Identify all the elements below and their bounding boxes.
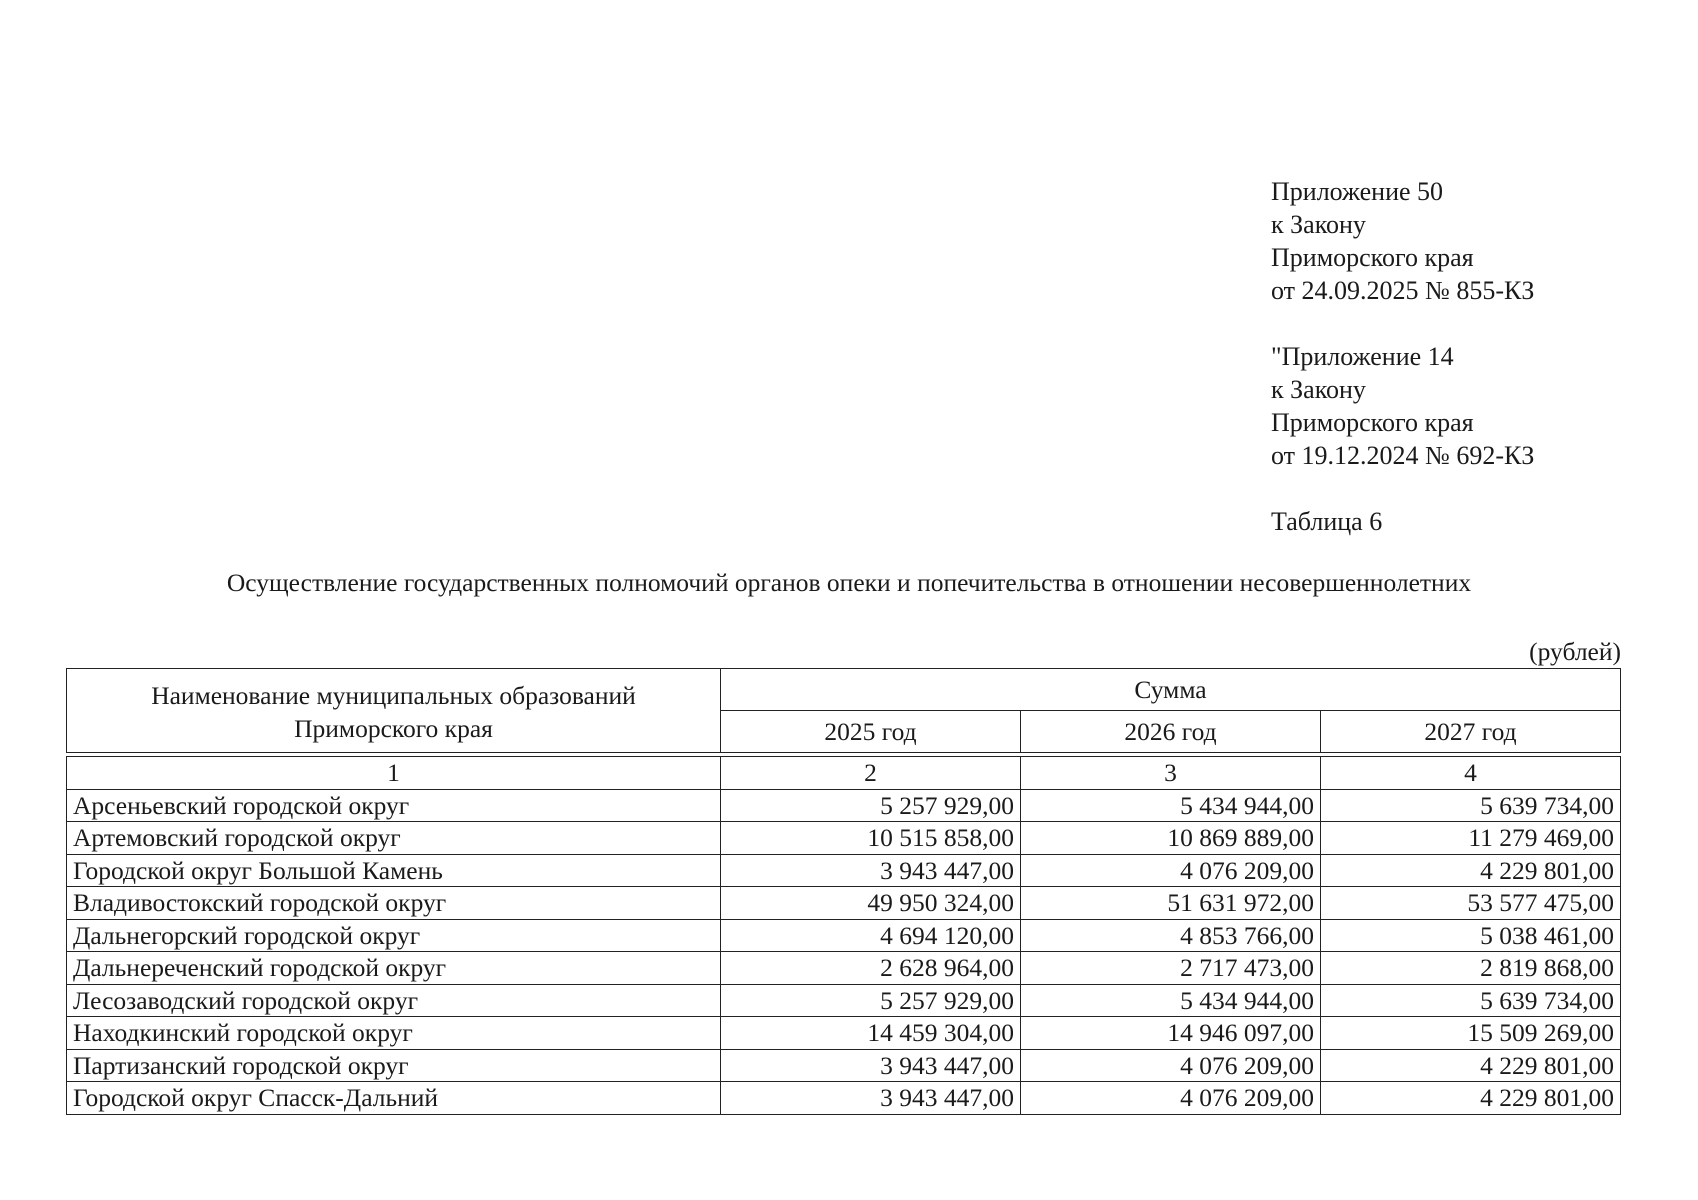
- municipality-name: Городской округ Спасск-Дальний: [67, 1082, 721, 1115]
- municipality-name: Артемовский городской округ: [67, 822, 721, 855]
- amount-2026: 2 717 473,00: [1021, 952, 1321, 985]
- annex-amended-line-1: "Приложение 14: [1271, 342, 1454, 371]
- amount-2025: 49 950 324,00: [721, 887, 1021, 920]
- table-row: [67, 789, 1621, 822]
- amount-2027: 5 639 734,00: [1321, 789, 1621, 822]
- table-row: [67, 1082, 1621, 1115]
- table-number: Таблица 6: [1271, 507, 1383, 536]
- data-table: [66, 756, 1621, 1115]
- amount-2027: 5 038 461,00: [1321, 919, 1621, 952]
- table-row: [67, 919, 1621, 952]
- amount-2025: 3 943 447,00: [721, 854, 1021, 887]
- table-header: [66, 668, 1621, 753]
- annex-amended-line-4: от 19.12.2024 № 692-КЗ: [1271, 441, 1535, 470]
- municipality-name: Дальнегорский городской округ: [67, 919, 721, 952]
- amount-2026: 4 076 209,00: [1021, 1049, 1321, 1082]
- table-row: [67, 1049, 1621, 1082]
- column-number-row: [67, 757, 1621, 790]
- header-year-2025: 2025 год: [721, 711, 1021, 753]
- amount-2026: 4 076 209,00: [1021, 854, 1321, 887]
- municipality-name: Лесозаводский городской округ: [67, 984, 721, 1017]
- table-row: [67, 1017, 1621, 1050]
- annex-amended-line-2: к Закону: [1271, 375, 1366, 404]
- amount-2027: 2 819 868,00: [1321, 952, 1621, 985]
- table-row: [67, 952, 1621, 985]
- column-number: 2: [721, 757, 1021, 790]
- table-row: [67, 822, 1621, 855]
- amount-2025: 5 257 929,00: [721, 789, 1021, 822]
- column-number: 1: [67, 757, 721, 790]
- annex-current-block: [1271, 175, 1534, 307]
- municipality-name: Владивостокский городской округ: [67, 887, 721, 920]
- annex-current-line-4: от 24.09.2025 № 855-КЗ: [1271, 276, 1535, 305]
- amount-2025: 5 257 929,00: [721, 984, 1021, 1017]
- amount-2027: 15 509 269,00: [1321, 1017, 1621, 1050]
- amount-2027: 4 229 801,00: [1321, 854, 1621, 887]
- annex-current-line-2: к Закону: [1271, 210, 1366, 239]
- annex-current-line-3: Приморского края: [1271, 243, 1474, 272]
- municipality-name: Партизанский городской округ: [67, 1049, 721, 1082]
- amount-2026: 51 631 972,00: [1021, 887, 1321, 920]
- amount-2025: 3 943 447,00: [721, 1049, 1021, 1082]
- table-row: [67, 854, 1621, 887]
- amount-2026: 10 869 889,00: [1021, 822, 1321, 855]
- amount-2026: 14 946 097,00: [1021, 1017, 1321, 1050]
- header-name-cell: [67, 669, 721, 753]
- header-name-line-1: Наименование муниципальных образований: [151, 680, 636, 710]
- amount-2027: 4 229 801,00: [1321, 1082, 1621, 1115]
- amount-2026: 5 434 944,00: [1021, 789, 1321, 822]
- municipality-name: Находкинский городской округ: [67, 1017, 721, 1050]
- amount-2027: 11 279 469,00: [1321, 822, 1621, 855]
- header-name-line-2: Приморского края: [294, 713, 493, 743]
- table-row: [67, 887, 1621, 920]
- column-number: 3: [1021, 757, 1321, 790]
- amount-2027: 5 639 734,00: [1321, 984, 1621, 1017]
- column-number: 4: [1321, 757, 1621, 790]
- annex-amended-block: [1271, 340, 1534, 472]
- municipality-name: Дальнереченский городской округ: [67, 952, 721, 985]
- amount-2025: 14 459 304,00: [721, 1017, 1021, 1050]
- municipality-name: Арсеньевский городской округ: [67, 789, 721, 822]
- annex-current-line-1: Приложение 50: [1271, 177, 1444, 206]
- amount-2025: 10 515 858,00: [721, 822, 1021, 855]
- amount-2025: 3 943 447,00: [721, 1082, 1021, 1115]
- header-year-2026: 2026 год: [1021, 711, 1321, 753]
- units-label: (рублей): [1529, 637, 1621, 666]
- amount-2027: 53 577 475,00: [1321, 887, 1621, 920]
- amount-2026: 4 853 766,00: [1021, 919, 1321, 952]
- header-year-2027: 2027 год: [1321, 711, 1621, 753]
- table-row: [67, 984, 1621, 1017]
- document-title: Осуществление государственных полномочий органов опеки и попечительства в отношении несовершеннолетних: [226, 568, 1472, 597]
- amount-2025: 4 694 120,00: [721, 919, 1021, 952]
- amount-2026: 5 434 944,00: [1021, 984, 1321, 1017]
- municipality-name: Городской округ Большой Камень: [67, 854, 721, 887]
- annex-amended-line-3: Приморского края: [1271, 408, 1474, 437]
- amount-2026: 4 076 209,00: [1021, 1082, 1321, 1115]
- header-sum-cell: Сумма: [721, 669, 1621, 711]
- amount-2027: 4 229 801,00: [1321, 1049, 1621, 1082]
- amount-2025: 2 628 964,00: [721, 952, 1021, 985]
